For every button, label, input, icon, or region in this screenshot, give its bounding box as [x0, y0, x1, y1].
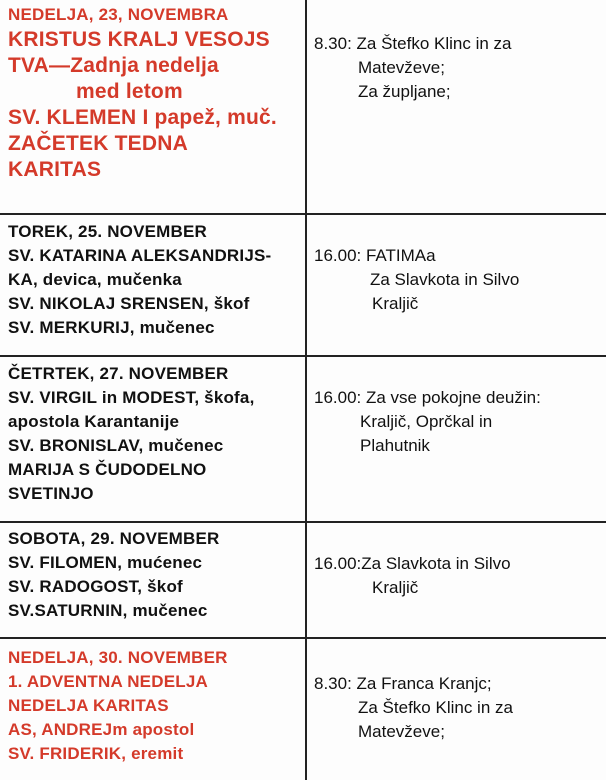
row-3-intention-line: Kraljič, Oprčkal in [360, 412, 493, 431]
row-2-intention-line: Za Slavkota in Silvo [370, 270, 520, 289]
row-2-saint-line: KA, devica, mučenka [8, 270, 182, 289]
row-5-feast-line: 1. ADVENTNA NEDELJA [8, 672, 208, 691]
row-3-saint-line: SV. VIRGIL in MODEST, škofa, [8, 388, 255, 407]
row-5-saint-line: AS, ANDREJm apostol [8, 720, 195, 739]
row-5-intentions-cell [314, 672, 600, 744]
row-3-saint-line: apostola Karantanije [8, 412, 180, 431]
column-divider [305, 0, 307, 780]
row-3-saint-line: SVETINJO [8, 484, 94, 503]
row-divider [0, 521, 606, 523]
row-5-day-heading: NEDELJA, 30. NOVEMBER [8, 648, 228, 667]
row-3-day-heading: ČETRTEK, 27. NOVEMBER [8, 364, 229, 383]
row-1-intentions-cell [314, 32, 600, 104]
row-2-saint-line: SV. NIKOLAJ SRENSEN, škof [8, 294, 250, 313]
row-1-intention-line: Za župljane; [358, 82, 451, 101]
row-divider [0, 355, 606, 357]
row-1-feast-line: TVA—Zadnja nedelja [8, 54, 219, 77]
row-5-intention-line: 8.30: Za Franca Kranjc; [314, 674, 492, 693]
row-4-intention-line: Kraljič [372, 578, 419, 597]
row-5-saint-line: SV. FRIDERIK, eremit [8, 744, 184, 763]
row-4-intention-line: 16.00:Za Slavkota in Silvo [314, 554, 511, 573]
row-2-intention-line: Kraljič [372, 294, 419, 313]
row-4-day-heading: SOBOTA, 29. NOVEMBER [8, 529, 220, 548]
row-4-intentions-cell [314, 552, 600, 600]
row-5-intention-line: Za Štefko Klinc in za [358, 698, 513, 717]
row-2-intention-line: 16.00: FATIMAa [314, 246, 436, 265]
row-1-saints-cell [8, 3, 304, 183]
row-3-saint-line: SV. BRONISLAV, mučenec [8, 436, 224, 455]
row-1-saint-line: ZAČETEK TEDNA [8, 132, 188, 155]
row-4-saint-line: SV. RADOGOST, škof [8, 577, 183, 596]
row-2-saints-cell [8, 220, 304, 340]
row-divider [0, 213, 606, 215]
row-3-saints-cell [8, 362, 304, 506]
row-2-saint-line: SV. MERKURIJ, mučenec [8, 318, 215, 337]
row-3-intentions-cell [314, 386, 600, 458]
row-4-saints-cell [8, 527, 304, 623]
row-1-saint-line: KARITAS [8, 158, 102, 181]
row-1-intention-line: Matevževe; [358, 58, 445, 77]
row-5-intention-line: Matevževe; [358, 722, 445, 741]
row-1-intention-line: 8.30: Za Štefko Klinc in za [314, 34, 512, 53]
row-2-intentions-cell [314, 244, 600, 316]
row-5-feast-line: NEDELJA KARITAS [8, 696, 169, 715]
row-divider [0, 637, 606, 639]
row-4-saint-line: SV. FILOMEN, mućenec [8, 553, 203, 572]
row-2-saint-line: SV. KATARINA ALEKSANDRIJS- [8, 246, 272, 265]
row-1-feast-line: KRISTUS KRALJ VESOJS [8, 28, 270, 51]
row-1-saint-line: SV. KLEMEN I papež, muč. [8, 106, 277, 129]
row-3-intention-line: Plahutnik [360, 436, 430, 455]
row-4-saint-line: SV.SATURNIN, mučenec [8, 601, 208, 620]
row-5-saints-cell [8, 646, 304, 766]
row-1-day-heading: NEDELJA, 23, NOVEMBRA [8, 5, 229, 24]
row-1-feast-line: med letom [76, 80, 183, 103]
row-2-day-heading: TOREK, 25. NOVEMBER [8, 222, 208, 241]
row-3-intention-line: 16.00: Za vse pokojne deužin: [314, 388, 541, 407]
row-3-saint-line: MARIJA S ČUDODELNO [8, 460, 207, 479]
